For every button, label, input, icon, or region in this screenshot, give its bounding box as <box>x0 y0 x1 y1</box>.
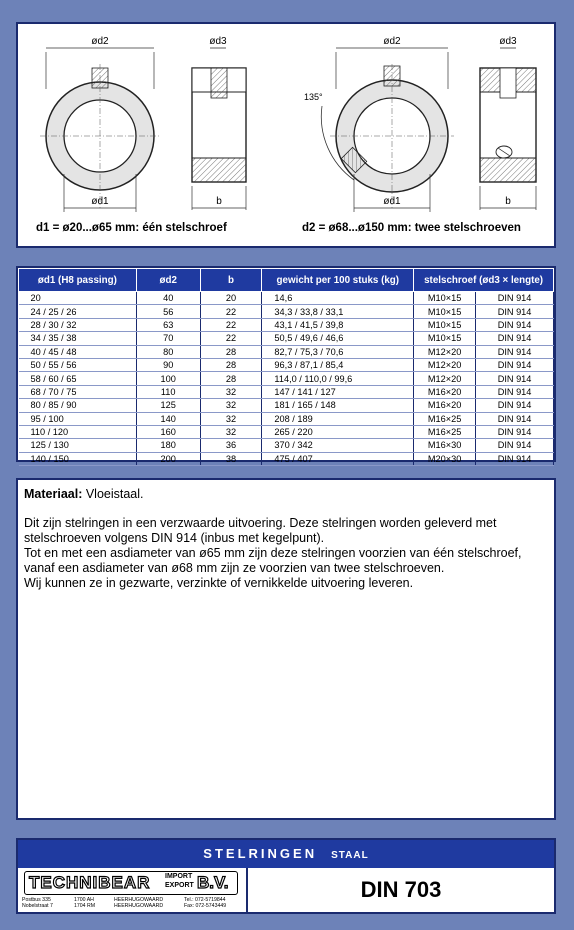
table-cell: 32 <box>200 399 262 412</box>
table-row <box>19 332 554 345</box>
table-cell: 50 / 55 / 56 <box>19 358 137 371</box>
table-cell: M12×20 <box>414 372 476 385</box>
table-row <box>19 425 554 438</box>
table-cell: 160 <box>136 425 200 438</box>
address-zip-2: 1704 RM <box>74 903 96 909</box>
logo-export-text: EXPORT <box>165 882 194 889</box>
table-row <box>19 412 554 425</box>
material-label: Materiaal: <box>24 487 83 501</box>
table-cell: DIN 914 <box>476 372 554 385</box>
table-row <box>19 305 554 318</box>
header-od2: ød2 <box>136 269 200 292</box>
logo-main-text: TECHNIBEAR <box>29 873 151 892</box>
left-od1-label: ød1 <box>91 196 109 207</box>
diagram-panel <box>16 22 556 248</box>
table-cell: 34 / 35 / 38 <box>19 332 137 345</box>
table-cell: 370 / 342 <box>262 439 414 452</box>
header-setscrew: stelschroef (ød3 × lengte) <box>414 269 554 292</box>
right-ring-front-view <box>304 36 454 212</box>
right-od3-label: ød3 <box>499 36 517 47</box>
table-cell: 28 <box>200 358 262 371</box>
din-standard-label: DIN 703 <box>248 868 554 912</box>
left-ring-front-view <box>40 36 160 212</box>
table-header-row <box>19 269 554 292</box>
table-cell: 110 <box>136 385 200 398</box>
address-line-2: Nobelstraat 7 <box>22 903 53 909</box>
address-city-2: HEERHUGOWAARD <box>114 903 164 909</box>
footer-title: STELRINGEN <box>203 846 318 861</box>
table-cell: 181 / 165 / 148 <box>262 399 414 412</box>
table-cell: 70 <box>136 332 200 345</box>
specs-table-panel <box>16 266 556 462</box>
table-cell: 43,1 / 41,5 / 39,8 <box>262 318 414 331</box>
table-cell: DIN 914 <box>476 385 554 398</box>
table-cell: 32 <box>200 385 262 398</box>
table-cell: DIN 914 <box>476 332 554 345</box>
table-cell: 96,3 / 87,1 / 85,4 <box>262 358 414 371</box>
material-value: Vloeistaal. <box>82 487 144 501</box>
table-cell: DIN 914 <box>476 345 554 358</box>
table-row <box>19 439 554 452</box>
table-cell: DIN 914 <box>476 452 554 465</box>
table-cell: 32 <box>200 412 262 425</box>
left-b-label: b <box>216 196 222 207</box>
paragraph-2: Tot en met een asdiameter van ø65 mm zijn deze stelringen voorzien van één stelschroef, vanaf een asdiameter van ø68 mm zijn ze voorzien van twee stelschroeven. <box>24 546 522 575</box>
footer <box>16 838 556 914</box>
table-cell: M16×25 <box>414 412 476 425</box>
address-zip-1: 1700 AH <box>74 897 94 903</box>
table-cell: 28 <box>200 372 262 385</box>
table-cell: 56 <box>136 305 200 318</box>
table-cell: DIN 914 <box>476 412 554 425</box>
company-logo-box <box>18 868 248 912</box>
table-cell: 22 <box>200 305 262 318</box>
right-b-label: b <box>505 196 511 207</box>
footer-subtitle: STAAL <box>331 850 369 861</box>
table-cell: 265 / 220 <box>262 425 414 438</box>
table-cell: 40 <box>136 292 200 305</box>
table-cell: 14,6 <box>262 292 414 305</box>
paragraph-3: Wij kunnen ze in gezwarte, verzinkte of vernikkelde uitvoering leveren. <box>24 576 414 590</box>
material-line <box>24 487 548 502</box>
angle-label: 135° <box>304 92 323 102</box>
header-b: b <box>200 269 262 292</box>
table-cell: M20×30 <box>414 452 476 465</box>
caption-left: d1 = ø20...ø65 mm: één stelschroef <box>36 222 227 234</box>
table-row <box>19 345 554 358</box>
table-cell: 38 <box>200 452 262 465</box>
table-cell: 180 <box>136 439 200 452</box>
table-cell: 147 / 141 / 127 <box>262 385 414 398</box>
table-cell: M10×15 <box>414 332 476 345</box>
caption-right: d2 = ø68...ø150 mm: twee stelschroeven <box>302 222 521 234</box>
left-ring-side-view <box>192 36 246 210</box>
table-cell: M10×15 <box>414 318 476 331</box>
table-cell: M10×15 <box>414 305 476 318</box>
paragraph-1: Dit zijn stelringen in een verzwaarde uitvoering. Deze stelringen worden geleverd met stelschroeven volgens DIN 914 (inbus met kegelpunt). <box>24 516 497 545</box>
logo-import-text: IMPORT <box>165 873 193 880</box>
table-cell: DIN 914 <box>476 358 554 371</box>
table-row <box>19 372 554 385</box>
table-row <box>19 452 554 465</box>
logo-bv-text: B.V. <box>197 873 229 892</box>
technical-drawing <box>18 24 554 246</box>
table-cell: M12×20 <box>414 345 476 358</box>
table-cell: 208 / 189 <box>262 412 414 425</box>
table-cell: 95 / 100 <box>19 412 137 425</box>
table-row <box>19 292 554 305</box>
table-cell: 125 / 130 <box>19 439 137 452</box>
table-cell: 28 <box>200 345 262 358</box>
table-cell: 100 <box>136 372 200 385</box>
table-cell: 90 <box>136 358 200 371</box>
table-cell: 20 <box>19 292 137 305</box>
company-logo <box>24 871 238 895</box>
table-cell: 34,3 / 33,8 / 33,1 <box>262 305 414 318</box>
table-cell: 32 <box>200 425 262 438</box>
table-cell: M16×20 <box>414 385 476 398</box>
address-fax: Fax: 072-5743449 <box>184 903 227 909</box>
table-cell: DIN 914 <box>476 439 554 452</box>
table-cell: DIN 914 <box>476 318 554 331</box>
table-cell: 22 <box>200 332 262 345</box>
table-cell: 110 / 120 <box>19 425 137 438</box>
address-tel: Tel.: 072-5719844 <box>184 897 226 903</box>
table-cell: 200 <box>136 452 200 465</box>
left-od2-label: ød2 <box>91 36 109 47</box>
table-cell: 58 / 60 / 65 <box>19 372 137 385</box>
table-cell: DIN 914 <box>476 305 554 318</box>
table-cell: DIN 914 <box>476 292 554 305</box>
table-cell: DIN 914 <box>476 425 554 438</box>
table-cell: 40 / 45 / 48 <box>19 345 137 358</box>
table-cell: 80 / 85 / 90 <box>19 399 137 412</box>
description-panel <box>16 478 556 820</box>
table-cell: M16×25 <box>414 425 476 438</box>
table-cell: 22 <box>200 318 262 331</box>
table-row <box>19 358 554 371</box>
footer-title-bar <box>18 840 554 868</box>
table-cell: 140 <box>136 412 200 425</box>
address-line-1: Postbus 335 <box>22 897 51 903</box>
table-cell: 28 / 30 / 32 <box>19 318 137 331</box>
table-cell: DIN 914 <box>476 399 554 412</box>
table-cell: 20 <box>200 292 262 305</box>
right-od2-label: ød2 <box>383 36 401 47</box>
table-cell: M12×20 <box>414 358 476 371</box>
table-cell: 68 / 70 / 75 <box>19 385 137 398</box>
right-od1-label: ød1 <box>383 196 401 207</box>
table-row <box>19 318 554 331</box>
left-od3-label: ød3 <box>209 36 227 47</box>
table-cell: 475 / 407 <box>262 452 414 465</box>
table-cell: 63 <box>136 318 200 331</box>
header-od1: ød1 (H8 passing) <box>19 269 137 292</box>
right-ring-side-view <box>480 36 536 210</box>
table-cell: M10×15 <box>414 292 476 305</box>
table-cell: 24 / 25 / 26 <box>19 305 137 318</box>
table-row <box>19 399 554 412</box>
table-cell: 82,7 / 75,3 / 70,6 <box>262 345 414 358</box>
table-cell: 36 <box>200 439 262 452</box>
table-cell: M16×20 <box>414 399 476 412</box>
table-cell: 114,0 / 110,0 / 99,6 <box>262 372 414 385</box>
table-cell: M16×30 <box>414 439 476 452</box>
table-cell: 125 <box>136 399 200 412</box>
address-city-1: HEERHUGOWAARD <box>114 897 164 903</box>
table-cell: 80 <box>136 345 200 358</box>
header-weight: gewicht per 100 stuks (kg) <box>262 269 414 292</box>
table-row <box>19 385 554 398</box>
specs-table <box>18 268 554 466</box>
table-cell: 50,5 / 49,6 / 46,6 <box>262 332 414 345</box>
table-cell: 140 / 150 <box>19 452 137 465</box>
